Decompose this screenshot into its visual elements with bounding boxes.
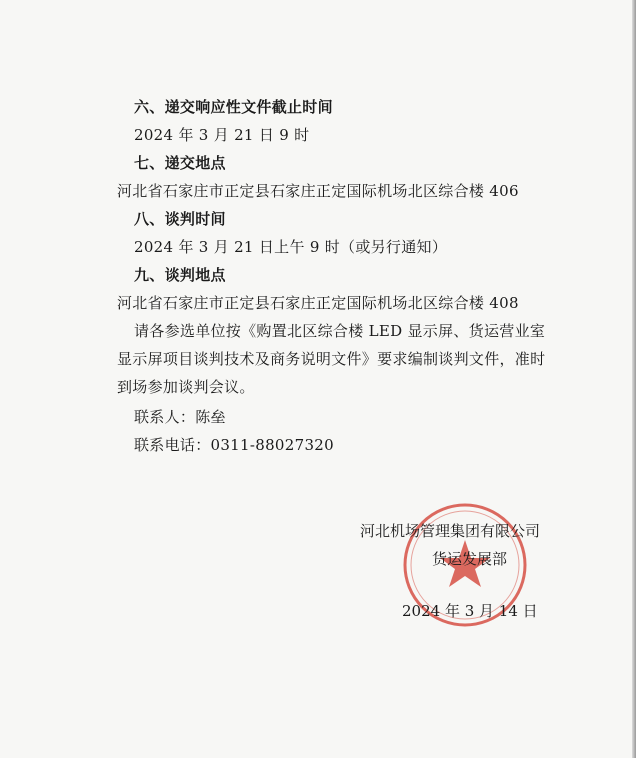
signature-dept: 货运发展部 [432, 550, 508, 568]
section-7-content: 河北省石家庄市正定县石家庄正定国际机场北区综合楼 406 [117, 182, 519, 200]
section-7-heading: 七、递交地点 [134, 154, 226, 172]
notice-line-1: 请各参选单位按《购置北区综合楼 LED 显示屏、货运营业室 [134, 322, 546, 340]
contact-phone: 联系电话：0311-88027320 [134, 436, 334, 454]
section-6-content: 2024 年 3 月 21 日 9 时 [134, 126, 310, 144]
section-9-content: 河北省石家庄市正定县石家庄正定国际机场北区综合楼 408 [117, 294, 519, 312]
section-8-content: 2024 年 3 月 21 日上午 9 时（或另行通知） [134, 238, 448, 256]
section-9-heading: 九、谈判地点 [134, 266, 226, 284]
section-8-heading: 八、谈判时间 [134, 210, 226, 228]
signature-org: 河北机场管理集团有限公司 [360, 522, 541, 540]
notice-line-3: 到场参加谈判会议。 [117, 378, 255, 396]
contact-person: 联系人：陈垒 [134, 408, 226, 426]
notice-line-2: 显示屏项目谈判技术及商务说明文件》要求编制谈判文件，准时 [117, 350, 546, 368]
signature-date: 2024 年 3 月 14 日 [402, 602, 538, 620]
page-edge [632, 0, 636, 758]
section-6-heading: 六、递交响应性文件截止时间 [134, 98, 333, 116]
